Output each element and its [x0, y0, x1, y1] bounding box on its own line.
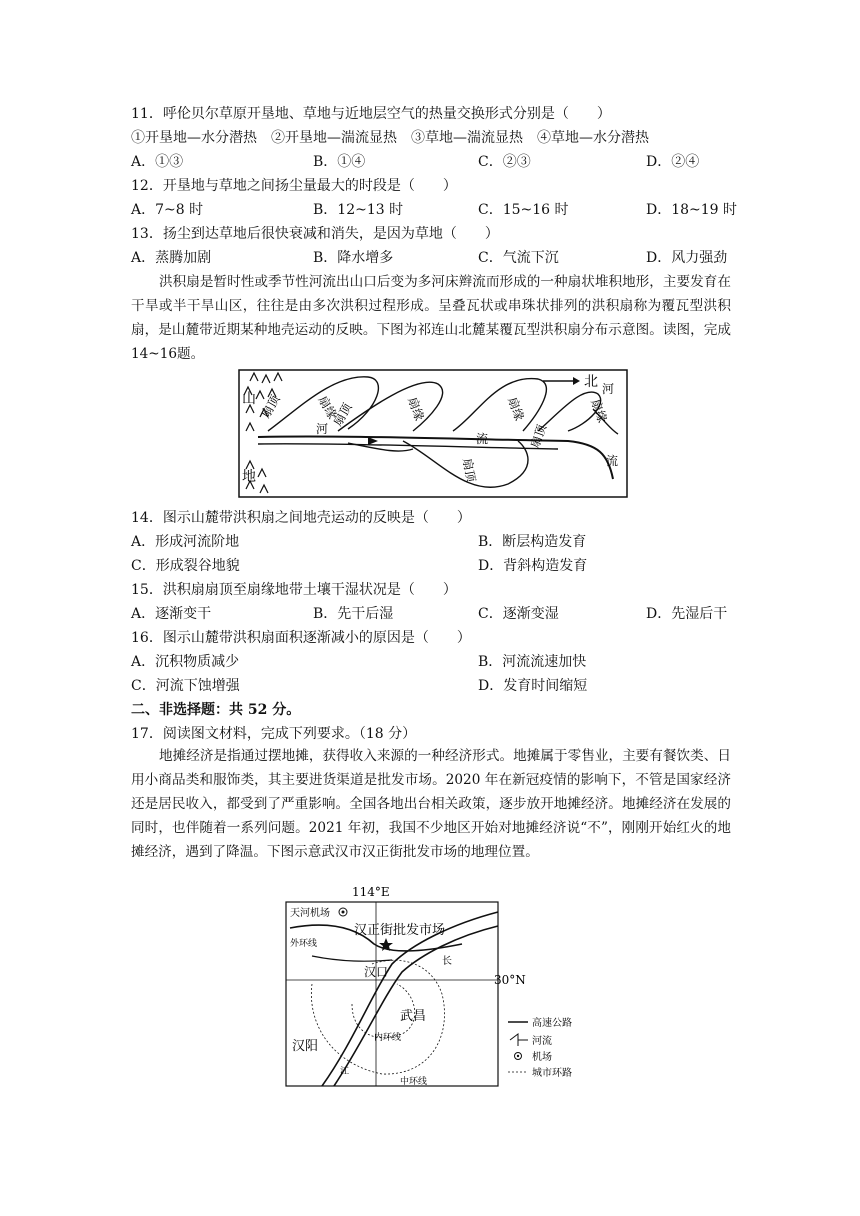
label-fan-edge-4: 扇缘 — [588, 397, 610, 425]
map-legend — [508, 1016, 572, 1079]
label-chang: 长 — [442, 956, 452, 967]
q11-stem: 11．呼伦贝尔草原开垦地、草地与近地层空气的热量交换形式分别是（ ） — [131, 106, 611, 122]
label-north: 北 — [584, 374, 598, 390]
label-he-2: 河 — [602, 382, 615, 396]
label-inner-ring: 内环线 — [374, 1033, 402, 1043]
q15-option-a: A．逐渐变干 — [131, 606, 212, 622]
legend-ring-road: 城市环路 — [532, 1068, 572, 1079]
q12-option-c: C．15~16 时 — [478, 202, 569, 218]
q16-option-d: D．发育时间缩短 — [478, 678, 588, 694]
label-fan-edge-1: 扇缘 — [315, 393, 340, 422]
label-fan-top-2: 扇顶 — [330, 400, 355, 429]
q13-option-a: A．蒸腾加剧 — [131, 250, 212, 266]
section-heading: 二、非选择题：共 52 分。 — [131, 702, 301, 718]
q15-option-b: B．先干后湿 — [313, 606, 394, 622]
q11-option-c: C．②③ — [478, 154, 531, 170]
q17-stem: 17．阅读图文材料，完成下列要求。（18 分） — [131, 726, 417, 742]
q16-option-a: A．沉积物质减少 — [131, 654, 240, 670]
label-jiang: 江 — [340, 1067, 350, 1077]
q13-option-d: D．风力强劲 — [646, 250, 728, 266]
q14-option-c: C．形成裂谷地貌 — [131, 558, 240, 574]
label-shan: 山 — [242, 391, 256, 407]
label-airport: 天河机场 — [290, 908, 330, 919]
label-outer-ring: 外环线 — [290, 939, 318, 949]
q12-option-a: A．7~8 时 — [131, 202, 204, 218]
label-fan-edge-3: 扇缘 — [505, 395, 527, 423]
label-latitude: 30°N — [494, 973, 526, 987]
label-liu-2: 流 — [606, 454, 619, 468]
label-hankou: 汉口 — [364, 965, 389, 979]
q15-option-c: C．逐渐变湿 — [478, 606, 559, 622]
q12-stem: 12．开垦地与草地之间扬尘量最大的时段是（ ） — [131, 178, 457, 194]
passage-street-stall — [131, 744, 731, 864]
wuhan-map — [282, 884, 582, 1090]
label-hanyang: 汉阳 — [292, 1039, 319, 1054]
passage-alluvial-fan-text: 洪积扇是暂时性或季节性河流出山口后变为多河床辫流而形成的一种扇状堆积地形，主要发育在干旱或半干旱山区，往往是由多次洪积过程形成。呈叠瓦状或串珠状排列的洪积扇称为覆瓦型洪积扇，是山麓带近期某种地壳运动的反映。下图为祁连山北麓某覆瓦型洪积扇分布示意图。读图，完成14~16题。 — [131, 274, 731, 362]
q13-option-b: B．降水增多 — [313, 250, 394, 266]
q15-option-d: D．先湿后干 — [646, 606, 728, 622]
label-he-1: 河 — [316, 422, 329, 436]
label-fan-top-1: 扇顶 — [258, 392, 283, 421]
q12-option-d: D．18~19 时 — [646, 202, 738, 218]
q13-stem: 13．扬尘到达草地后很快衰减和消失，是因为草地（ ） — [131, 226, 499, 242]
label-di: 地 — [242, 469, 256, 485]
passage-alluvial-fan — [131, 270, 731, 366]
q14-option-a: A．形成河流阶地 — [131, 534, 240, 550]
q11-option-b: B．①④ — [313, 154, 366, 170]
q12-option-b: B．12~13 时 — [313, 202, 404, 218]
legend-airport: 机场 — [532, 1052, 552, 1063]
label-longitude: 114°E — [352, 885, 390, 899]
q15-stem: 15．洪积扇扇顶至扇缘地带土壤干湿状况是（ ） — [131, 582, 457, 598]
label-liu-1: 流 — [476, 432, 489, 446]
q11-option-d: D．②④ — [646, 154, 700, 170]
label-middle-ring: 中环线 — [400, 1077, 428, 1087]
label-wuchang: 武昌 — [400, 1009, 427, 1024]
q11-choices: ①开垦地—水分潜热 ②开垦地—湍流显热 ③草地—湍流显热 ④草地—水分潜热 — [131, 130, 649, 146]
q14-option-d: D．背斜构造发育 — [478, 558, 588, 574]
passage-street-stall-text: 地摊经济是指通过摆地摊，获得收入来源的一种经济形式。地摊属于零售业，主要有餐饮类、日用小商品类和服饰类，其主要进货渠道是批发市场。2020 年在新冠疫情的影响下，不管是国家经济还是居民收入，都受到了严重影响。全国各地出台相关政策，逐步放开地摊经济。地摊经济在发展的同时，也伴随着一系列问题。2021 年初，我国不少地区开始对地摊经济说“不”，刚刚开始红火的地摊经济，遇到了降温。下图示意武汉市汉正街批发市场的地理位置。 — [131, 748, 731, 860]
label-market: 汉正街批发市场 — [354, 923, 446, 938]
q16-option-b: B．河流流速加快 — [478, 654, 587, 670]
label-fan-top-4: 扇顶 — [460, 457, 479, 484]
q13-option-c: C．气流下沉 — [478, 250, 559, 266]
q11-option-a: A．①③ — [131, 154, 184, 170]
q16-option-c: C．河流下蚀增强 — [131, 678, 240, 694]
q16-stem: 16．图示山麓带洪积扇面积逐渐减小的原因是（ ） — [131, 630, 471, 646]
legend-highway: 高速公路 — [532, 1018, 572, 1029]
q14-stem: 14．图示山麓带洪积扇之间地壳运动的反映是（ ） — [131, 510, 471, 526]
q14-option-b: B．断层构造发育 — [478, 534, 587, 550]
label-fan-edge-2: 扇缘 — [405, 395, 427, 423]
label-fan-top-3: 扇顶 — [527, 422, 550, 451]
legend-river: 河流 — [532, 1036, 552, 1047]
alluvial-fan-map — [238, 369, 628, 498]
